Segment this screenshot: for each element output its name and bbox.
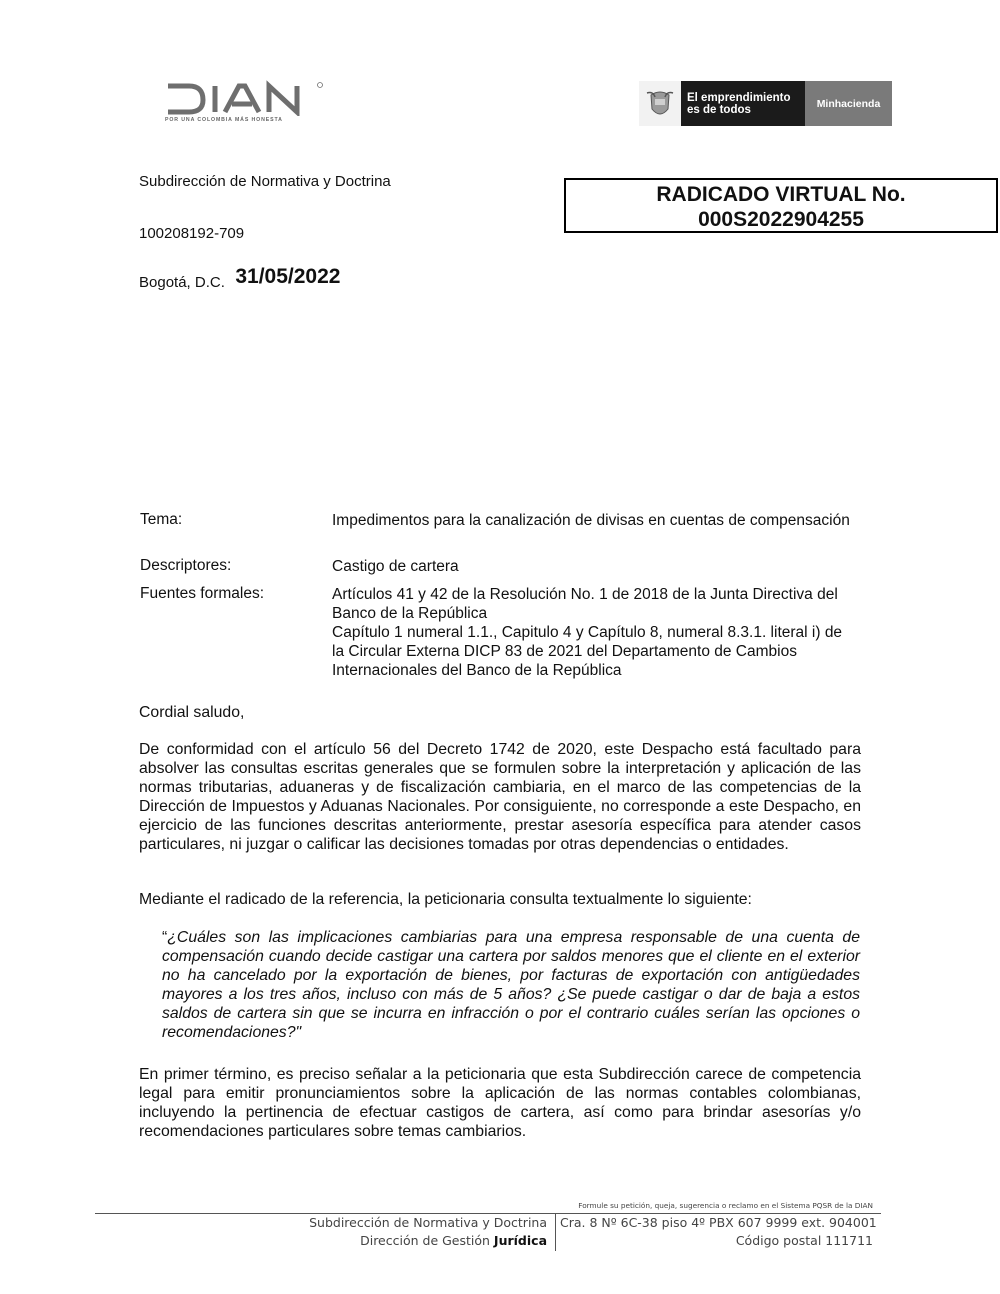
greeting: Cordial saludo, xyxy=(139,704,245,721)
meta-label-tema: Tema: xyxy=(140,511,183,528)
gov-banner-line1: El emprendimiento xyxy=(687,91,791,104)
footer-pqsr-note: Formule su petición, queja, sugerencia o reclamo en el Sistema PQSR de la DIAN xyxy=(578,1201,873,1210)
dian-tagline: POR UNA COLOMBIA MÁS HONESTA xyxy=(165,117,283,123)
meta-value-tema: Impedimentos para la canalización de divisas en cuentas de compensación xyxy=(332,512,850,529)
meta-label-fuentes: Fuentes formales: xyxy=(140,585,265,602)
footer-direction xyxy=(200,1233,547,1248)
quote-text: ¿Cuáles son las implicaciones cambiarias para una empresa responsable de una cuenta de compensación cuando decide castigar una cartera por saldos menores que el cliente en el exterior no ha cancelado por la exportación de bienes, por facturas de exportación con antigüedades mayores a los tres años, incluso con más de 5 años? ¿Se puede castigar o dar de baja a estos saldos de cartera sin que se incurra en infracción o por el contrario cuáles serían las opciones o recomendaciones?" xyxy=(162,929,860,1041)
date-line xyxy=(139,265,341,293)
paragraph-2: Mediante el radicado de la referencia, la peticionaria consulta textualmente lo siguiente: xyxy=(139,891,752,908)
letter-date: 31/05/2022 xyxy=(235,265,341,288)
radicado-label: RADICADO VIRTUAL No. xyxy=(656,183,906,206)
dian-logo-graphic xyxy=(165,80,325,116)
city: Bogotá, D.C. xyxy=(139,274,225,291)
government-banner xyxy=(639,81,892,126)
footer-address: Cra. 8 Nº 6C-38 piso 4º PBX 607 9999 ext. 904001 xyxy=(560,1215,877,1230)
footer-direction-bold: Jurídica xyxy=(493,1233,547,1248)
meta-value-fuentes-2: Capítulo 1 numeral 1.1., Capitulo 4 y Capítulo 8, numeral 8.3.1. literal i) de la Circular Externa DICP 83 de 2021 del Departamento de Cambios Internacionales del Banco de la República xyxy=(332,624,843,679)
quote-open-mark: “ xyxy=(162,929,168,946)
colombia-seal-icon xyxy=(639,81,681,126)
meta-label-descriptores: Descriptores: xyxy=(140,557,232,574)
footer-rule xyxy=(95,1213,881,1214)
footer-direction-prefix: Dirección de Gestión xyxy=(360,1233,494,1248)
footer-office: Subdirección de Normativa y Doctrina xyxy=(309,1215,547,1230)
footer-divider xyxy=(555,1214,556,1251)
quoted-consultation xyxy=(162,928,860,1042)
sender-reference: 100208192-709 xyxy=(139,225,245,242)
paragraph-1: De conformidad con el artículo 56 del Decreto 1742 de 2020, este Despacho está facultado para absolver las consultas escritas generales que se formulen sobre la interpretación y aplicación de las normas tributarias, aduaneras y de fiscalización cambiaria, en el marco de las competencias de la Dirección de Impuestos y Aduanas Nacionales. Por consiguiente, no corresponde a este Despacho, en ejercicio de las funciones descritas anteriormente, prestar asesoría específica para atender casos particulares, ni juzgar o calificar las decisiones tomadas por otras dependencias o entidades. xyxy=(139,741,861,853)
gov-banner-slogan xyxy=(681,81,805,126)
radicado-number: 000S2022904255 xyxy=(698,208,864,231)
meta-value-descriptores: Castigo de cartera xyxy=(332,558,459,575)
radicado-box xyxy=(564,178,998,233)
paragraph-3: En primer término, es preciso señalar a la peticionaria que esta Subdirección carece de competencia legal para emitir pronunciamientos sobre la aplicación de las normas contables colombianas, incluyendo la pertinencia de efectuar castigos de cartera, así como para brindar asesorías y/o recomendaciones particulares sobre temas cambiarios. xyxy=(139,1066,861,1140)
dian-logo xyxy=(165,80,325,128)
gov-banner-line2: es de todos xyxy=(687,103,751,116)
gov-banner-ministry: Minhacienda xyxy=(805,81,892,126)
meta-value-fuentes-1: Artículos 41 y 42 de la Resolución No. 1 de 2018 de la Junta Directiva del Banco de la República xyxy=(332,586,838,622)
footer-postal-code: Código postal 111711 xyxy=(735,1233,873,1248)
sender-office: Subdirección de Normativa y Doctrina xyxy=(139,173,391,190)
